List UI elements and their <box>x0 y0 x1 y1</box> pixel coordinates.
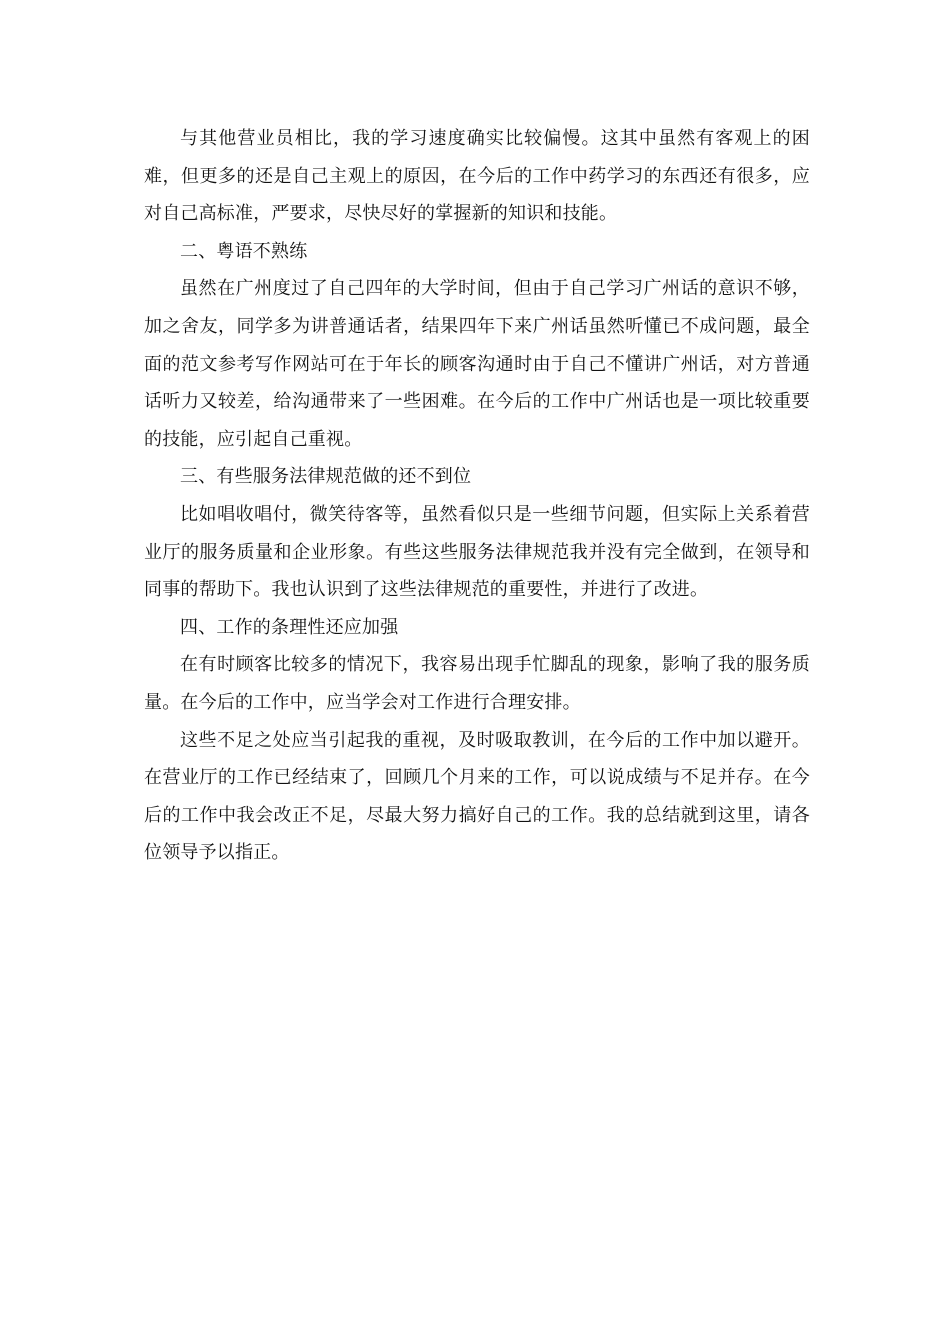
paragraph-service-standards: 比如唱收唱付，微笑待客等，虽然看似只是一些细节问题，但实际上关系着营业厅的服务质量和企业形象。有些这些服务法律规范我并没有完全做到，在领导和同事的帮助下。我也认识到了这些法律规范的重要性，并进行了改进。 <box>144 503 810 601</box>
document-body <box>144 120 810 872</box>
paragraph-work-organization: 在有时顾客比较多的情况下，我容易出现手忙脚乱的现象，影响了我的服务质量。在今后的工作中，应当学会对工作进行合理安排。 <box>144 654 810 713</box>
heading-work-organization: 四、工作的条理性还应加强 <box>180 616 399 638</box>
heading-cantonese: 二、粤语不熟练 <box>180 240 308 262</box>
paragraph-conclusion: 这些不足之处应当引起我的重视，及时吸取教训，在今后的工作中加以避开。在营业厅的工作已经结束了，回顾几个月来的工作，可以说成绩与不足并存。在今后的工作中我会改正不足，尽最大努力搞好自己的工作。我的总结就到这里，请各位领导予以指正。 <box>144 729 810 864</box>
heading-service-standards: 三、有些服务法律规范做的还不到位 <box>180 466 472 488</box>
paragraph-cantonese: 虽然在广州度过了自己四年的大学时间，但由于自己学习广州话的意识不够，加之舍友，同学多为讲普通话者，结果四年下来广州话虽然听懂已不成问题，最全面的范文参考写作网站可在于年长的顾客沟通时由于自己不懂讲广州话，对方普通话听力又较差，给沟通带来了一些困难。在今后的工作中广州话也是一项比较重要的技能，应引起自己重视。 <box>144 278 810 450</box>
paragraph-intro: 与其他营业员相比，我的学习速度确实比较偏慢。这其中虽然有客观上的困难，但更多的还是自己主观上的原因，在今后的工作中药学习的东西还有很多，应对自己高标准，严要求，尽快尽好的掌握新的知识和技能。 <box>144 128 810 225</box>
